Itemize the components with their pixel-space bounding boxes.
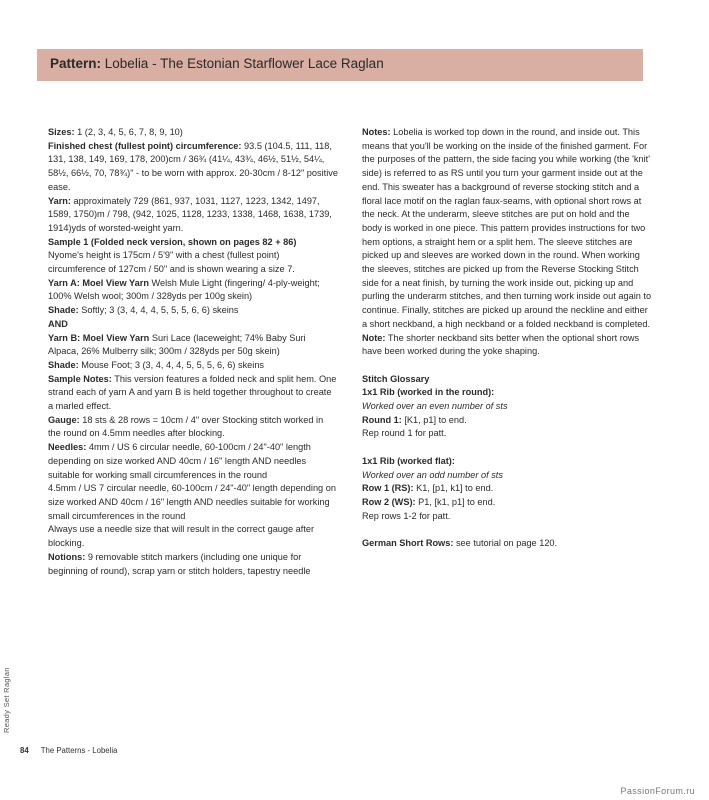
- watermark: PassionForum.ru: [620, 786, 695, 796]
- page-footer: [20, 746, 117, 755]
- rib-round-heading: 1x1 Rib (worked in the round):: [362, 387, 495, 398]
- round1-line: Round 1: [K1, p1] to end.: [362, 414, 467, 425]
- title-banner: [37, 49, 643, 81]
- spacer: [362, 441, 652, 455]
- german-short-rows-line: German Short Rows: see tutorial on page 120.: [362, 538, 558, 549]
- notions-paragraph: Notions: 9 removable stitch markers (including one unique for beginning of round), scrap yarn or stitch holders, tapestry needle: [48, 551, 311, 576]
- sizes-line: Sizes: 1 (2, 3, 4, 5, 6, 7, 8, 9, 10): [48, 127, 183, 137]
- title-label: Pattern:: [50, 56, 102, 71]
- chest-paragraph: Finished chest (fullest point) circumference: 93.5 (104.5, 111, 118, 131, 138, 149, 169, 178, 200)cm / 36¾ (41¼, 43¾, 46½, 51½, 54¼, 58½, 66½, 70, 78¾)" - to be worn with approx. 20-30cm / 8-12" positive ease.: [48, 140, 338, 192]
- left-column: [48, 126, 338, 578]
- page-number: 84: [20, 746, 29, 755]
- row1-line: Row 1 (RS): K1, [p1, k1] to end.: [362, 483, 494, 494]
- gauge-paragraph: Gauge: 18 sts & 28 rows = 10cm / 4" over Stocking stitch worked in the round on 4.5mm needles after blocking.: [48, 414, 324, 439]
- yarn-paragraph: Yarn: approximately 729 (861, 937, 1031, 1127, 1223, 1342, 1497, 1589, 1750)m / 798, (942, 1025, 1128, 1233, 1338, 1468, 1638, 1739, 1914)yds of worsted-weight yarn.: [48, 195, 332, 233]
- footer-section: The Patterns - Lobelia: [40, 746, 118, 755]
- sample1-heading: Sample 1 (Folded neck version, shown on pages 82 + 86): [48, 236, 297, 247]
- needles-paragraph-3: Always use a needle size that will result in the correct gauge after blocking.: [48, 524, 315, 549]
- right-column: [362, 126, 652, 551]
- rep-round-line: Rep round 1 for patt.: [362, 428, 447, 439]
- side-book-title: Ready Set Raglan: [2, 667, 11, 733]
- yarn-b-paragraph: Yarn B: Moel View Yarn Suri Lace (laceweight; 74% Baby Suri Alpaca, 26% Mulberry silk; 300m / 328yds per 50g skein): [48, 332, 306, 357]
- glossary-heading: Stitch Glossary: [362, 373, 430, 384]
- title-text: Lobelia - The Estonian Starflower Lace Raglan: [104, 56, 384, 71]
- spacer: [362, 523, 652, 537]
- shade-a-line: Shade: Softly; 3 (3, 4, 4, 4, 5, 5, 5, 6, 6) skeins: [48, 305, 239, 316]
- and-line: AND: [48, 318, 68, 329]
- rep-rows-line: Rep rows 1-2 for patt.: [362, 510, 451, 521]
- note-paragraph: Note: The shorter neckband sits better when the optional short rows have been worked during the yoke shaping.: [362, 332, 640, 357]
- yarn-a-paragraph: Yarn A: Moel View Yarn Welsh Mule Light (fingering/ 4-ply-weight; 100% Welsh wool; 300m / 328yds per 100g skein): [48, 277, 320, 302]
- needles-paragraph-2: 4.5mm / US 7 circular needle, 60-100cm / 24"-40" length depending on size worked AND 40cm / 16" length AND needles suitable for working small circumferences in the round: [48, 483, 336, 521]
- shade-b-line: Shade: Mouse Foot; 3 (3, 4, 4, 4, 5, 5, 5, 6, 6) skeins: [48, 359, 265, 370]
- page-title: [50, 56, 384, 71]
- spacer: [362, 359, 652, 373]
- notes-paragraph: Notes: Lobelia is worked top down in the round, and inside out. This means that you'll be working on the inside of the finished garment. For the purposes of the pattern, the side facing you while working (the 'knit' side) is referred to as RS until you turn your garment inside out at the end. This sweater has a background of reverse stocking stitch and a floral lace motif on the raglan faux-seams, with optional short rows at the neck. At the underarm, sleeve stitches are put on hold and the body is worked in one piece. This pattern provides instructions for two hem options, a straight hem or a split hem. The sleeve stitches are picked up and sleeves are worked down in the round. When working the sleeves, stitches are picked up from the Reverse Stocking Stitch side for a neat finish, by turning the work inside out, picking up and purling the underarm stitches, and then turning work inside out again to continue. Finally, stitches are picked up around the neckline and either a short neckband, a high neckband or a folded neckband is completed.: [362, 127, 652, 329]
- rib-round-subtitle: Worked over an even number of sts: [362, 401, 508, 412]
- row2-line: Row 2 (WS): P1, [k1, p1] to end.: [362, 496, 496, 507]
- rib-flat-heading: 1x1 Rib (worked flat):: [362, 455, 455, 466]
- needles-paragraph: Needles: 4mm / US 6 circular needle, 60-100cm / 24"-40" length depending on size worked AND 40cm / 16" length AND needles suitable for working small circumferences in the round: [48, 442, 311, 480]
- sample-notes-paragraph: Sample Notes: This version features a folded neck and split hem. One strand each of yarn A and yarn B is held together throughout to create a marled effect.: [48, 373, 337, 412]
- sample1-text: Nyome's height is 175cm / 5'9" with a chest (fullest point) circumference of 127cm / 50" and is shown wearing a size 7.: [48, 250, 295, 275]
- rib-flat-subtitle: Worked over an odd number of sts: [362, 469, 503, 480]
